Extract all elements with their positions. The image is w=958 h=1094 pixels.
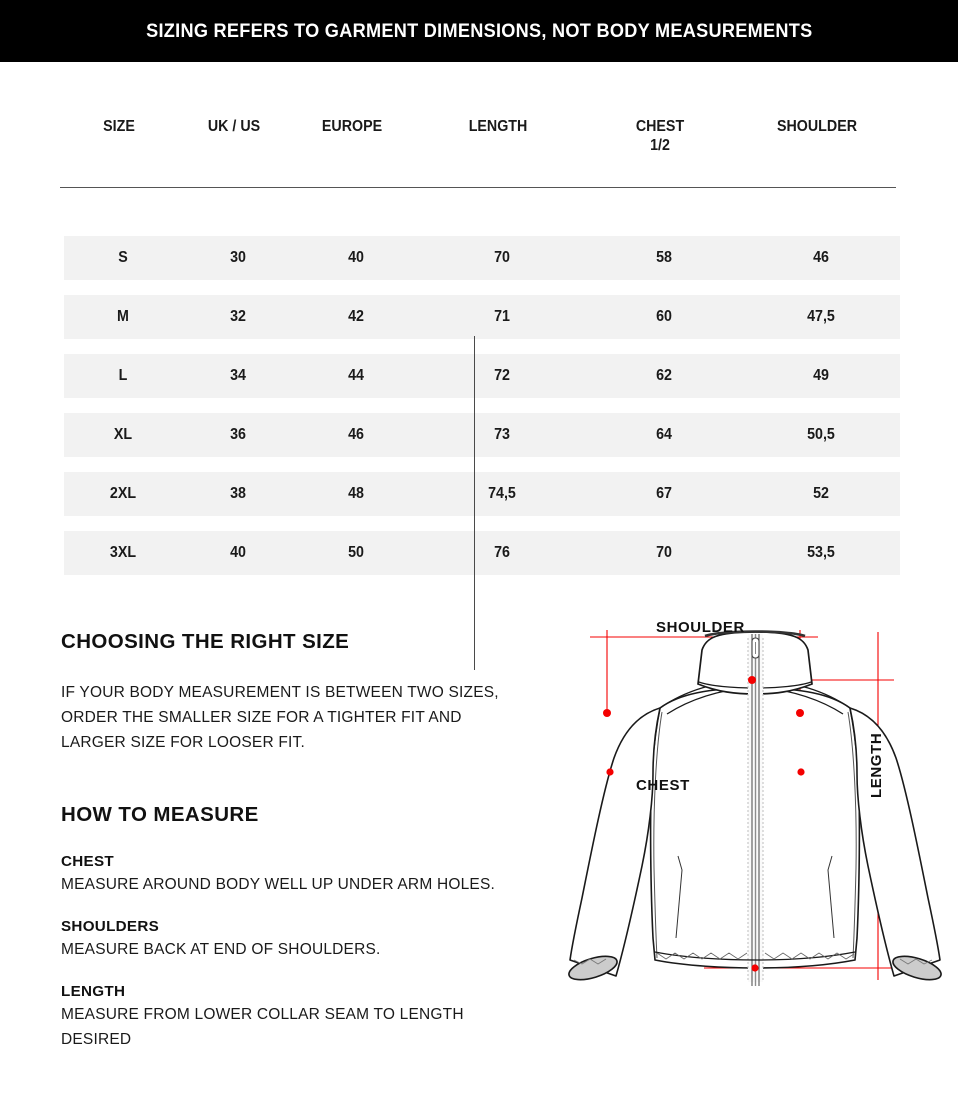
table-cell-length: 73 [494, 425, 510, 443]
shoulder-point-right [796, 709, 804, 717]
table-cell-size: L [118, 366, 128, 384]
table-cell-chest: 62 [656, 366, 672, 384]
table-cell-chest: 64 [656, 425, 672, 443]
notice-banner [0, 0, 958, 62]
choosing-size-line-1: IF YOUR BODY MEASUREMENT IS BETWEEN TWO SIZES, [61, 684, 499, 701]
table-cell-size: XL [113, 425, 133, 443]
size-chart-header-row [60, 100, 896, 162]
guidance-section [61, 630, 561, 1052]
column-header-chest-sub: 1/2 [650, 136, 670, 154]
table-cell-length: 74,5 [488, 484, 516, 502]
table-cell-europe: 42 [348, 307, 364, 325]
table-cell-chest: 58 [656, 248, 672, 266]
table-cell-europe: 40 [348, 248, 364, 266]
length-measurement-label: LENGTH [868, 732, 885, 798]
measure-label: LENGTH [61, 983, 126, 1000]
table-cell-length: 71 [494, 307, 510, 325]
table-cell-europe: 50 [348, 543, 364, 561]
center-front-zipper [748, 634, 763, 986]
chest-point-left [606, 768, 613, 775]
choosing-size-heading: CHOOSING THE RIGHT SIZE [61, 630, 350, 653]
table-cell-size: 2XL [109, 484, 137, 502]
table-row [64, 413, 900, 457]
size-chart-table [60, 100, 896, 561]
table-cell-shoulder: 53,5 [807, 543, 835, 561]
shoulder-measurement-label: SHOULDER [656, 619, 745, 636]
table-cell-uk_us: 32 [230, 307, 246, 325]
table-cell-uk_us: 30 [230, 248, 246, 266]
table-cell-uk_us: 34 [230, 366, 246, 384]
table-cell-shoulder: 52 [813, 484, 829, 502]
table-cell-shoulder: 47,5 [807, 307, 835, 325]
length-start-point [748, 676, 756, 684]
column-header-uk-us: UK / US [207, 118, 261, 135]
table-cell-size: M [117, 307, 129, 325]
how-to-measure-list [61, 853, 561, 1052]
table-cell-uk_us: 40 [230, 543, 246, 561]
measurement-column-divider [474, 336, 475, 670]
garment-measurement-diagram [556, 608, 958, 1028]
left-sleeve [570, 708, 660, 976]
column-header-length: LENGTH [468, 118, 528, 135]
table-cell-shoulder: 50,5 [807, 425, 835, 443]
right-sleeve [850, 708, 940, 976]
chest-measurement-label: CHEST [636, 777, 690, 794]
size-chart-body [64, 236, 896, 590]
jacket-illustration [556, 608, 958, 1028]
column-header-size: SIZE [103, 118, 135, 135]
measure-description-line-1: MEASURE AROUND BODY WELL UP UNDER ARM HOLES. [61, 876, 495, 893]
table-cell-europe: 46 [348, 425, 364, 443]
table-cell-size: 3XL [109, 543, 137, 561]
table-row [64, 295, 900, 339]
notice-banner-text: SIZING REFERS TO GARMENT DIMENSIONS, NOT BODY MEASUREMENTS [145, 19, 813, 42]
column-header-chest [588, 118, 732, 156]
measure-block [61, 983, 561, 1052]
measure-block [61, 853, 561, 897]
chest-point-right [797, 768, 804, 775]
length-end-point [751, 964, 758, 971]
measure-description-line-1: MEASURE FROM LOWER COLLAR SEAM TO LENGTH [61, 1006, 464, 1023]
measure-label: CHEST [61, 853, 114, 870]
table-row [64, 236, 900, 280]
table-cell-length: 76 [494, 543, 510, 561]
table-cell-shoulder: 49 [813, 366, 829, 384]
table-cell-chest: 60 [656, 307, 672, 325]
measure-label: SHOULDERS [61, 918, 160, 935]
table-row [64, 531, 900, 575]
table-cell-europe: 44 [348, 366, 364, 384]
choosing-size-line-2: ORDER THE SMALLER SIZE FOR A TIGHTER FIT AND [61, 709, 462, 726]
measure-block [61, 918, 561, 962]
header-divider-rule [60, 187, 896, 188]
choosing-size-body [61, 680, 561, 755]
shoulder-point-left [603, 709, 611, 717]
table-cell-uk_us: 36 [230, 425, 246, 443]
table-cell-length: 70 [494, 248, 510, 266]
column-header-europe: EUROPE [321, 118, 383, 135]
table-row [64, 472, 900, 516]
table-cell-length: 72 [494, 366, 510, 384]
measure-description-line-1: MEASURE BACK AT END OF SHOULDERS. [61, 941, 381, 958]
table-cell-size: S [118, 248, 128, 266]
table-cell-uk_us: 38 [230, 484, 246, 502]
table-cell-europe: 48 [348, 484, 364, 502]
column-header-chest-main: CHEST [635, 118, 685, 135]
column-header-shoulder: SHOULDER [776, 118, 858, 135]
table-cell-shoulder: 46 [813, 248, 829, 266]
table-row [64, 354, 900, 398]
table-cell-chest: 67 [656, 484, 672, 502]
choosing-size-line-3: LARGER SIZE FOR LOOSER FIT. [61, 734, 305, 751]
measure-description-line-2: DESIRED [61, 1031, 132, 1048]
how-to-measure-heading: HOW TO MEASURE [61, 803, 259, 826]
table-cell-chest: 70 [656, 543, 672, 561]
